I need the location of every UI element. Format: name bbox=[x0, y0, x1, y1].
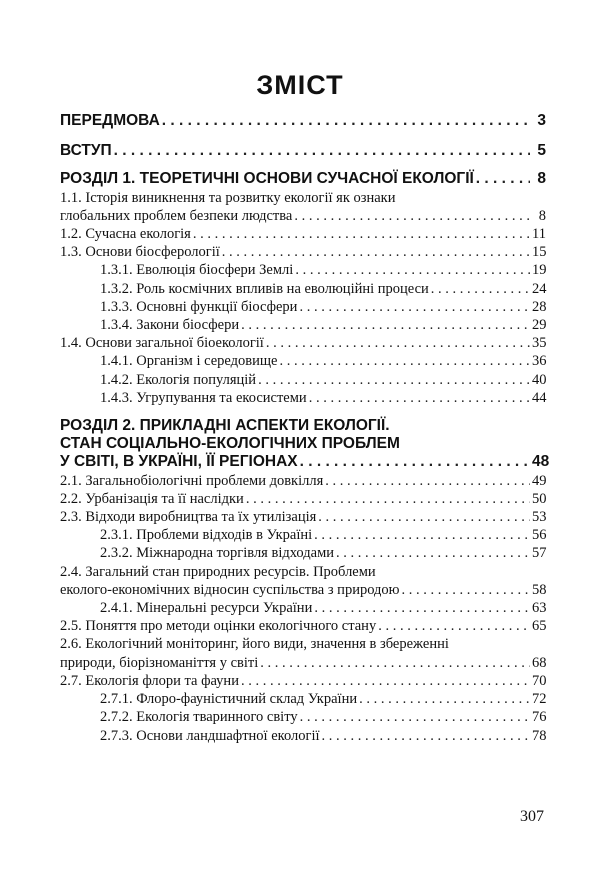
leader-dots bbox=[241, 316, 530, 334]
toc-entry-page: 68 bbox=[532, 654, 547, 671]
toc-entry-2-4[interactable] bbox=[60, 563, 546, 599]
toc-entry-title: 2.4.1. Мінеральні ресурси України bbox=[100, 600, 313, 617]
table-of-contents bbox=[60, 112, 550, 745]
toc-entry-title-line2: природи, біорізноманіття у світі bbox=[60, 654, 259, 671]
toc-entry-page: 53 bbox=[532, 509, 547, 526]
toc-entry-1-4-2[interactable] bbox=[60, 371, 546, 389]
toc-entry-title-line1: 2.6. Екологічний моніторинг, його види, значення в збереженні bbox=[60, 636, 449, 653]
leader-dots bbox=[266, 334, 530, 352]
leader-dots bbox=[295, 261, 530, 279]
toc-entry-title: 2.1. Загальнобіологічні проблеми довкілля bbox=[60, 472, 324, 489]
toc-entry-1-4-3[interactable] bbox=[60, 389, 546, 407]
toc-entry-2-3[interactable] bbox=[60, 508, 546, 526]
leader-dots bbox=[318, 508, 530, 526]
toc-entry-title-line2: глобальних проблем безпеки людства bbox=[60, 207, 293, 224]
leader-dots bbox=[314, 526, 530, 544]
toc-entry-1-3-2[interactable] bbox=[60, 280, 546, 298]
leader-dots bbox=[193, 225, 530, 243]
leader-dots bbox=[280, 352, 531, 370]
toc-entry-foreword[interactable] bbox=[60, 112, 546, 130]
toc-entry-intro[interactable] bbox=[60, 142, 546, 160]
toc-entry-2-3-1[interactable] bbox=[60, 526, 546, 544]
toc-entry-title: 2.7. Екологія флори та фауни bbox=[60, 672, 239, 689]
toc-entry-page: 29 bbox=[532, 317, 547, 334]
toc-entry-title: 2.7.2. Екологія тваринного світу bbox=[100, 709, 298, 726]
toc-entry-2-3-2[interactable] bbox=[60, 544, 546, 562]
leader-dots bbox=[309, 389, 530, 407]
leader-dots bbox=[402, 581, 531, 599]
toc-entry-1-4[interactable] bbox=[60, 334, 546, 352]
toc-entry-title: 2.7.3. Основи ландшафтної екології bbox=[100, 727, 320, 744]
leader-dots bbox=[299, 298, 530, 316]
toc-entry-page: 19 bbox=[532, 262, 547, 279]
toc-entry-title: 1.3. Основи біосферології bbox=[60, 244, 220, 261]
toc-entry-section-1[interactable] bbox=[60, 170, 546, 188]
toc-entry-page: 24 bbox=[532, 280, 547, 297]
leader-dots bbox=[300, 453, 530, 471]
toc-entry-title-line1: РОЗДІЛ 2. ПРИКЛАДНІ АСПЕКТИ ЕКОЛОГІЇ. bbox=[60, 417, 390, 435]
toc-entry-1-3-3[interactable] bbox=[60, 298, 546, 316]
toc-entry-title: 1.3.2. Роль космічних впливів на еволюційні процеси bbox=[100, 280, 429, 297]
toc-entry-title: 1.3.4. Закони біосфери bbox=[100, 317, 240, 334]
toc-entry-2-4-1[interactable] bbox=[60, 599, 546, 617]
toc-entry-2-5[interactable] bbox=[60, 617, 546, 635]
leader-dots bbox=[378, 617, 530, 635]
toc-entry-page: 72 bbox=[532, 691, 547, 708]
toc-entry-page: 65 bbox=[532, 618, 547, 635]
toc-entry-page: 11 bbox=[532, 226, 546, 243]
toc-entry-page: 63 bbox=[532, 600, 547, 617]
toc-entry-1-4-1[interactable] bbox=[60, 352, 546, 370]
toc-entry-2-6[interactable] bbox=[60, 635, 546, 671]
toc-entry-2-2[interactable] bbox=[60, 490, 546, 508]
toc-entry-page: 57 bbox=[532, 545, 547, 562]
toc-entry-page: 44 bbox=[532, 389, 547, 406]
leader-dots bbox=[246, 490, 530, 508]
toc-entry-page: 70 bbox=[532, 672, 547, 689]
leader-dots bbox=[114, 142, 530, 160]
leader-dots bbox=[260, 654, 530, 672]
leader-dots bbox=[325, 472, 530, 490]
leader-dots bbox=[162, 112, 530, 130]
leader-dots bbox=[476, 170, 530, 188]
toc-entry-page: 28 bbox=[532, 298, 547, 315]
toc-entry-page: 8 bbox=[537, 170, 546, 188]
toc-entry-page: 76 bbox=[532, 709, 547, 726]
toc-entry-page: 3 bbox=[537, 112, 546, 129]
toc-entry-title: ВСТУП bbox=[60, 142, 112, 160]
toc-entry-title-line3: У СВІТІ, В УКРАЇНІ, ЇЇ РЕГІОНАХ bbox=[60, 453, 298, 471]
leader-dots bbox=[241, 672, 530, 690]
toc-entry-page: 78 bbox=[532, 727, 547, 744]
toc-entry-page: 58 bbox=[532, 581, 547, 598]
leader-dots bbox=[314, 599, 530, 617]
toc-entry-1-3-4[interactable] bbox=[60, 316, 546, 334]
toc-entry-page: 8 bbox=[538, 207, 546, 224]
toc-entry-2-7-1[interactable] bbox=[60, 690, 546, 708]
toc-entry-2-7-3[interactable] bbox=[60, 727, 546, 745]
toc-entry-1-2[interactable] bbox=[60, 225, 546, 243]
toc-entry-1-3-1[interactable] bbox=[60, 261, 546, 279]
toc-entry-1-1[interactable] bbox=[60, 189, 546, 225]
leader-dots bbox=[336, 544, 530, 562]
toc-entry-page: 35 bbox=[532, 335, 547, 352]
toc-entry-title: 2.3.2. Міжнародна торгівля відходами bbox=[100, 545, 335, 562]
toc-entry-title-line1: 1.1. Історія виникнення та розвитку екології як ознаки bbox=[60, 189, 396, 206]
toc-entry-title: 1.3.1. Еволюція біосфери Землі bbox=[100, 262, 294, 279]
toc-entry-title-line1: 2.4. Загальний стан природних ресурсів. Проблеми bbox=[60, 563, 376, 580]
toc-entry-title: 1.4.1. Організм і середовище bbox=[100, 353, 278, 370]
toc-entry-title-line2: еколого-економічних відносин суспільства з природою bbox=[60, 581, 400, 598]
toc-entry-page: 5 bbox=[537, 142, 546, 160]
page-title: ЗМІСТ bbox=[256, 70, 344, 100]
leader-dots bbox=[222, 243, 530, 261]
toc-entry-title: 1.4.3. Угрупування та екосистеми bbox=[100, 389, 307, 406]
toc-entry-title: 1.2. Сучасна екологія bbox=[60, 226, 191, 243]
toc-entry-1-3[interactable] bbox=[60, 243, 546, 261]
leader-dots bbox=[258, 371, 530, 389]
toc-entry-title: 2.7.1. Флоро-фауністичний склад України bbox=[100, 691, 358, 708]
toc-entry-title: 2.3. Відходи виробництва та їх утилізація bbox=[60, 509, 317, 526]
page-number: 307 bbox=[520, 808, 544, 825]
toc-entry-page: 56 bbox=[532, 527, 547, 544]
toc-entry-2-7[interactable] bbox=[60, 672, 546, 690]
toc-entry-title: ПЕРЕДМОВА bbox=[60, 112, 160, 129]
toc-entry-section-2[interactable] bbox=[60, 417, 550, 472]
toc-entry-title: 2.3.1. Проблеми відходів в Україні bbox=[100, 527, 313, 544]
toc-entry-page: 49 bbox=[532, 472, 547, 489]
toc-entry-title: 2.5. Поняття про методи оцінки екологічного стану bbox=[60, 618, 377, 635]
toc-entry-page: 15 bbox=[532, 244, 547, 261]
toc-entry-title: РОЗДІЛ 1. ТЕОРЕТИЧНІ ОСНОВИ СУЧАСНОЇ ЕКОЛОГІЇ bbox=[60, 170, 474, 188]
toc-entry-page: 36 bbox=[532, 353, 547, 370]
toc-entry-page: 48 bbox=[532, 453, 550, 471]
toc-entry-title: 1.3.3. Основні функції біосфери bbox=[100, 298, 298, 315]
toc-entry-title: 1.4.2. Екологія популяцій bbox=[100, 371, 257, 388]
toc-entry-title: 1.4. Основи загальної біоекології bbox=[60, 335, 264, 352]
toc-entry-2-1[interactable] bbox=[60, 472, 546, 490]
toc-entry-2-7-2[interactable] bbox=[60, 708, 546, 726]
leader-dots bbox=[300, 708, 530, 726]
toc-entry-page: 50 bbox=[532, 490, 547, 507]
leader-dots bbox=[294, 207, 530, 225]
leader-dots bbox=[322, 727, 531, 745]
toc-entry-page: 40 bbox=[532, 371, 547, 388]
toc-entry-title-line2: СТАН СОЦІАЛЬНО-ЕКОЛОГІЧНИХ ПРОБЛЕМ bbox=[60, 435, 400, 453]
toc-entry-title: 2.2. Урбанізація та її наслідки bbox=[60, 490, 244, 507]
leader-dots bbox=[359, 690, 530, 708]
leader-dots bbox=[431, 280, 530, 298]
